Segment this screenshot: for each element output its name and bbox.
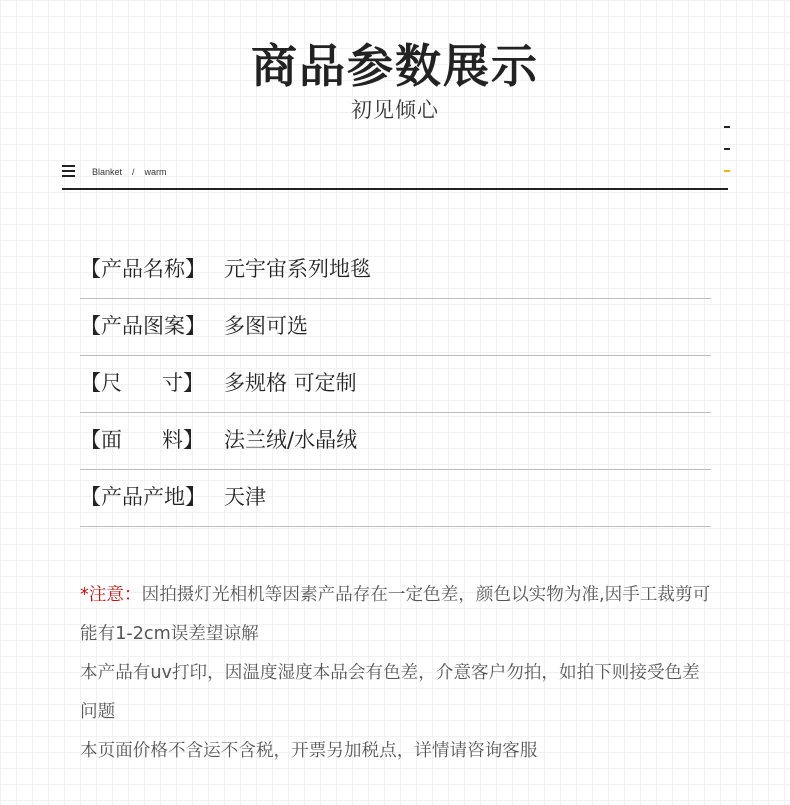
notice-block [80,576,716,771]
param-row-origin [80,469,711,527]
breadcrumb-item-blanket[interactable]: Blanket [92,167,123,177]
param-label: 【产品名称】 [80,257,206,281]
notice-paragraph [80,576,716,654]
notice-text: 因拍摄灯光相机等因素产品存在一定色差，颜色以实物为准,因手工裁剪可能有1-2cm误差望谅解 [80,585,711,644]
param-row-product-name [80,241,711,299]
notice-paragraph: 本页面价格不含运不含税，开票另加税点，详情请咨询客服 [80,741,538,761]
param-label: 【产品产地】 [80,485,206,509]
param-value: 多规格 可定制 [224,371,357,395]
param-label: 【产品图案】 [80,314,206,338]
param-row-size [80,355,711,413]
notice-paragraph: 本产品有uv打印，因温度湿度本品会有色差，介意客户勿拍，如拍下则接受色差问题 [80,663,700,722]
warning-label: *注意： [80,585,142,605]
param-row-fabric [80,412,711,470]
nav-bar [62,160,728,190]
param-value: 元宇宙系列地毯 [224,257,371,281]
page-title: 商品参数展示 [251,39,539,93]
hamburger-menu-icon[interactable] [62,165,75,177]
param-value: 法兰绒/水晶绒 [224,428,358,452]
param-label: 【面 料】 [80,428,205,452]
param-value: 天津 [224,485,266,509]
breadcrumb [92,166,167,178]
param-label: 【尺 寸】 [80,371,205,395]
param-row-pattern [80,298,711,356]
page-subtitle: 初见倾心 [351,98,439,122]
breadcrumb-item-warm[interactable]: warm [144,167,167,177]
breadcrumb-separator: / [132,167,135,177]
param-value: 多图可选 [224,314,308,338]
side-mark [724,126,730,128]
side-mark [724,148,730,150]
